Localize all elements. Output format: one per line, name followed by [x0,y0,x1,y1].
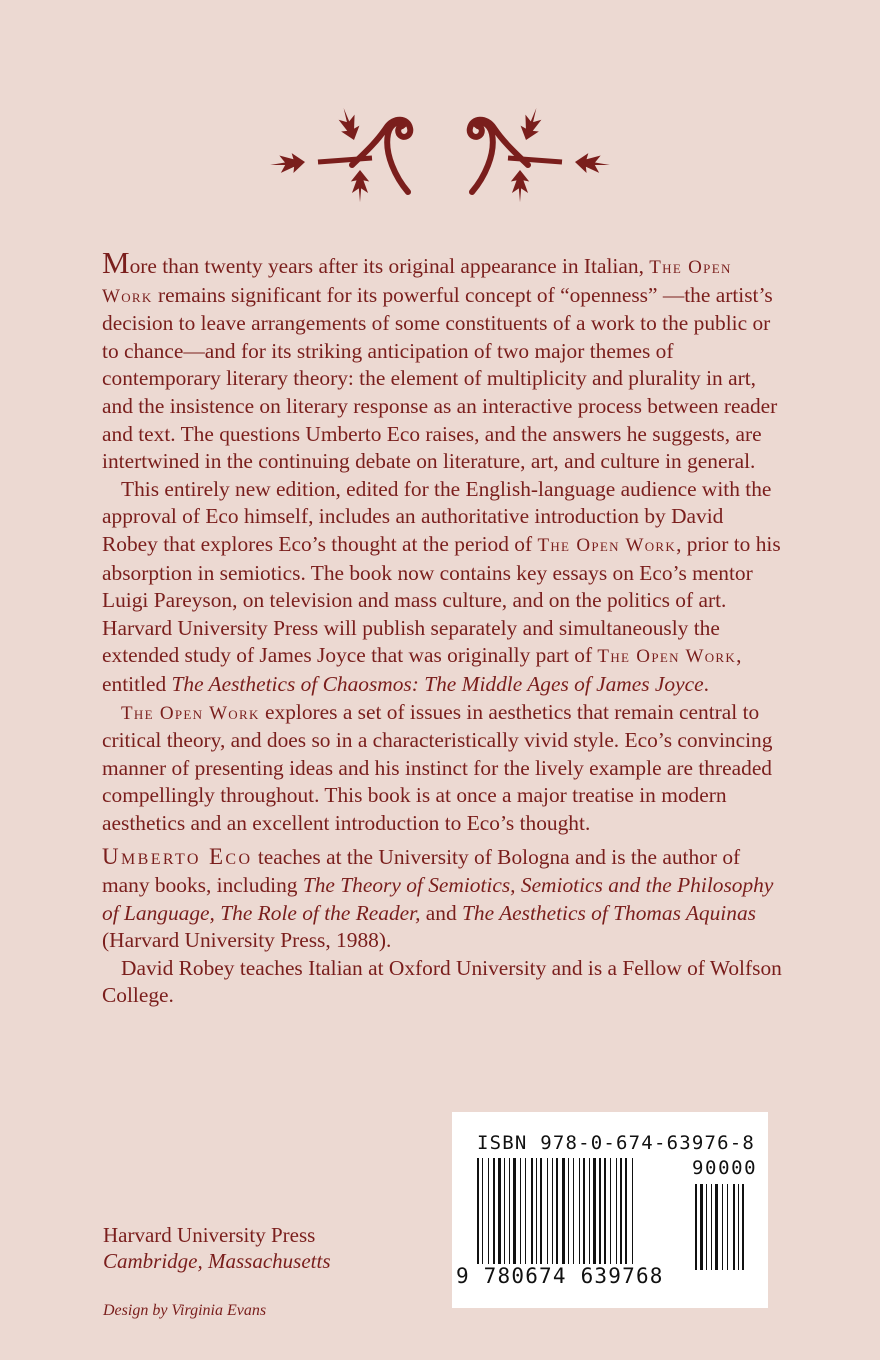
text-run: ore than twenty years after its original appearance in Italian, [129,254,650,278]
book-title-smallcaps: The Open Work [102,257,732,307]
price-bar [733,1184,735,1270]
publisher-imprint [103,1222,331,1274]
floral-ornament-icon [0,0,880,230]
drop-cap: M [102,245,130,280]
text-run: remains significant for its powerful concept of “openness” —the artist’s decision to leave arrangements of some constituents of a work to the public or to chance—and for its striking anticipation of two major themes of contemporary literary theory: the element of multiplicity and plurality in art, and the insistence on literary response as an interactive process between reader and text. The questions Umberto Eco raises, and the answers he suggests, are intertwined in the continuing debate on literature, art, and culture in general. [102,282,778,474]
text-run: David Robey teaches Italian at Oxford University and is a Fellow of Wolfson College. [102,955,782,1008]
barcode-bar [599,1158,601,1270]
text-run: explores a set of issues in aesthetics that remain central to critical theory, and does so in a characteristically vivid style. Eco’s convincing manner of presenting ideas and his instinct for the lively example are threaded compellingly throughout. This book is at once a major treatise in modern aesthetics and an excellent introduction to Eco’s thought. [102,699,773,835]
barcode-bar [498,1158,501,1270]
barcode-bar [531,1158,533,1270]
price-bar [715,1184,718,1270]
paragraph-3 [102,699,782,838]
text-run: , prior to his absorption in semiotics. The book now contains key essays on Eco’s mentor Luigi Pareyson, on television and mass culture, and on the politics of art. Harvard University Press will publish separately and simultaneously the extended study of James Joyce that was originally part of [102,531,781,668]
price-bar [711,1184,712,1270]
italic-title: The Aesthetics of Thomas Aquinas [462,900,756,925]
price-bar [722,1184,723,1270]
paragraph-2 [102,476,782,699]
barcode-bar [536,1158,537,1270]
barcode-bar [547,1158,548,1270]
price-bar [742,1184,744,1270]
barcode-bar [583,1158,585,1270]
price-bar [738,1184,739,1270]
barcode-bar [589,1158,590,1270]
barcode-bar [477,1158,479,1270]
barcode-bar [616,1158,617,1270]
barcode-bar [504,1158,505,1270]
text-run: . [703,671,709,696]
barcode-bar [556,1158,558,1270]
author-bio [102,843,782,954]
price-bar [695,1184,697,1270]
price-bar [706,1184,707,1270]
barcode-bar [620,1158,622,1270]
barcode-bar [593,1158,596,1270]
text-run: This entirely new edition, edited for the English-language audience with the approval of Eco himself, includes an authoritative introduction by David Robey that explores Eco’s thought at the period of [102,476,772,556]
barcode-digits: 9 780674 639768 [453,1264,667,1288]
author-name-smallcaps: Umberto Eco [102,844,253,870]
barcode-bar [540,1158,542,1270]
barcode-bar [610,1158,611,1270]
barcode-bar [568,1158,569,1270]
text-run: (Harvard University Press, 1988). [102,928,392,953]
barcode-bar [562,1158,565,1270]
barcode-bar [573,1158,574,1270]
text-run: teaches at the University of Bologna and is the author of many books, including [102,845,741,898]
book-title-smallcaps: The Open Work [121,702,260,724]
designer-credit: Design by Virginia Evans [103,1302,267,1319]
paragraph-1 [102,245,782,476]
barcode-bar [552,1158,553,1270]
book-title-smallcaps: The Open Work [597,646,737,668]
text-run: , entitled [102,643,742,696]
barcode-bar [525,1158,526,1270]
italic-titles: The Theory of Semiotics, Semiotics and the Philosophy of Language, The Role of the Reader, [102,873,774,925]
editor-bio [102,955,782,1010]
barcode-bar [488,1158,489,1270]
barcode-bar [604,1158,606,1270]
isbn-barcode [452,1112,768,1308]
barcode-bar [482,1158,483,1270]
price-bar [727,1184,728,1270]
blurb-text [102,245,782,1010]
italic-title: The Aesthetics of Chaosmos: The Middle Ages of James Joyce [171,671,704,696]
price-bar [700,1184,703,1270]
isbn-label: ISBN 978-0-674-63976-8 [477,1132,756,1154]
publisher-name: Harvard University Press [103,1223,316,1247]
price-code: 90000 [692,1157,758,1179]
barcode-bar [509,1158,510,1270]
barcode-bar [579,1158,580,1270]
book-title-smallcaps: The Open Work [537,534,677,556]
barcode-bar [493,1158,495,1270]
barcode-bar [513,1158,516,1270]
barcode-bar [632,1158,633,1270]
barcode-bar [520,1158,521,1270]
publisher-city: Cambridge, Massachusetts [103,1249,331,1273]
barcode-bar [625,1158,627,1270]
text-run: and [420,900,463,925]
